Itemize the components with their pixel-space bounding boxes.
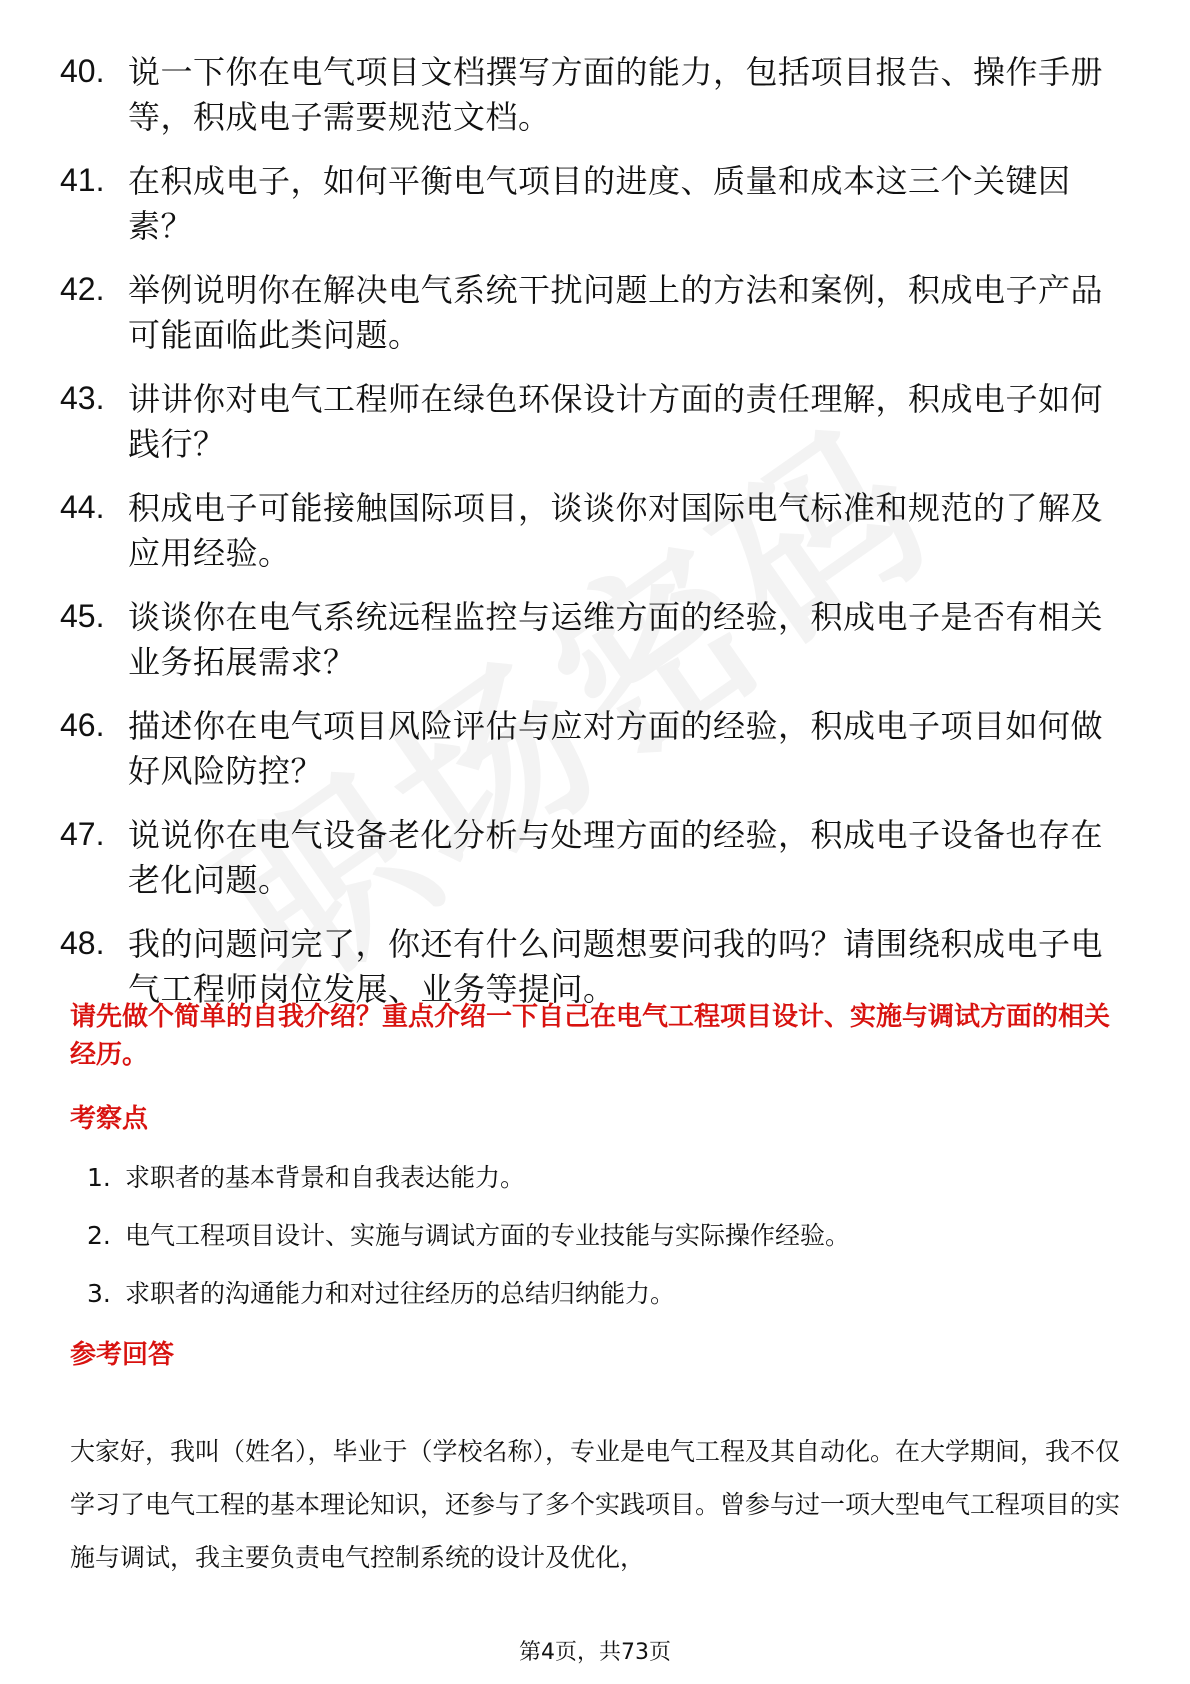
focus-point-number: 1. (87, 1163, 111, 1192)
focus-points-title: 考察点 (70, 1104, 149, 1134)
question-text: 讲讲你对电气工程师在绿色环保设计方面的责任理解，积成电子如何践行？ (128, 380, 1104, 463)
featured-question-headline: 请先做个简单的自我介绍？重点介绍一下自己在电气工程项目设计、实施与调试方面的相关经历。 (70, 1002, 1111, 1070)
focus-point (70, 1161, 1120, 1219)
question-text: 我的问题问完了，你还有什么问题想要问我的吗？请围绕积成电子电气工程师岗位发展、业务等提问。 (128, 925, 1104, 1008)
question-number: 40. (60, 53, 105, 89)
question-number: 47. (60, 816, 105, 852)
focus-point-text: 求职者的基本背景和自我表达能力。 (125, 1163, 526, 1192)
focus-point-number: 3. (87, 1279, 111, 1308)
question-item (60, 50, 1120, 140)
question-list (0, 50, 1190, 1031)
question-item (60, 159, 1120, 249)
question-text: 举例说明你在解决电气系统干扰问题上的方法和案例，积成电子产品可能面临此类问题。 (128, 271, 1104, 354)
question-number: 48. (60, 925, 105, 961)
focus-point-number: 2. (87, 1221, 111, 1250)
question-text: 谈谈你在电气系统远程监控与运维方面的经验，积成电子是否有相关业务拓展需求？ (128, 598, 1104, 681)
focus-point-text: 电气工程项目设计、实施与调试方面的专业技能与实际操作经验。 (125, 1221, 851, 1250)
focus-point-text: 求职者的沟通能力和对过往经历的总结归纳能力。 (125, 1279, 676, 1308)
question-number: 43. (60, 380, 105, 416)
question-text: 在积成电子，如何平衡电气项目的进度、质量和成本这三个关键因素？ (128, 162, 1071, 245)
question-number: 41. (60, 162, 105, 198)
focus-point (70, 1219, 1120, 1277)
question-item (60, 377, 1120, 467)
question-text: 描述你在电气项目风险评估与应对方面的经验，积成电子项目如何做好风险防控？ (128, 707, 1104, 790)
question-item (60, 595, 1120, 685)
question-text: 说说你在电气设备老化分析与处理方面的经验，积成电子设备也存在老化问题。 (128, 816, 1104, 899)
question-text: 积成电子可能接触国际项目，谈谈你对国际电气标准和规范的了解及应用经验。 (128, 489, 1104, 572)
focus-point (70, 1277, 1120, 1335)
reference-answer-paragraph: 大家好，我叫（姓名），毕业于（学校名称），专业是电气工程及其自动化。在大学期间，我不仅学习了电气工程的基本理论知识，还参与了多个实践项目。曾参与过一项大型电气工程项目的实施与调试，我主要负责电气控制系统的设计及优化， (70, 1437, 1121, 1572)
question-item (60, 813, 1120, 903)
question-item (60, 486, 1120, 576)
question-item (60, 704, 1120, 794)
focus-points-list (70, 1161, 1120, 1335)
question-text: 说一下你在电气项目文档撰写方面的能力，包括项目报告、操作手册等，积成电子需要规范文档。 (128, 53, 1104, 136)
question-item (60, 268, 1120, 358)
question-number: 42. (60, 271, 105, 307)
question-number: 46. (60, 707, 105, 743)
question-number: 45. (60, 598, 105, 634)
reference-answer-title: 参考回答 (70, 1340, 175, 1370)
page-number-footer: 第4页，共73页 (519, 1640, 671, 1665)
question-number: 44. (60, 489, 105, 525)
